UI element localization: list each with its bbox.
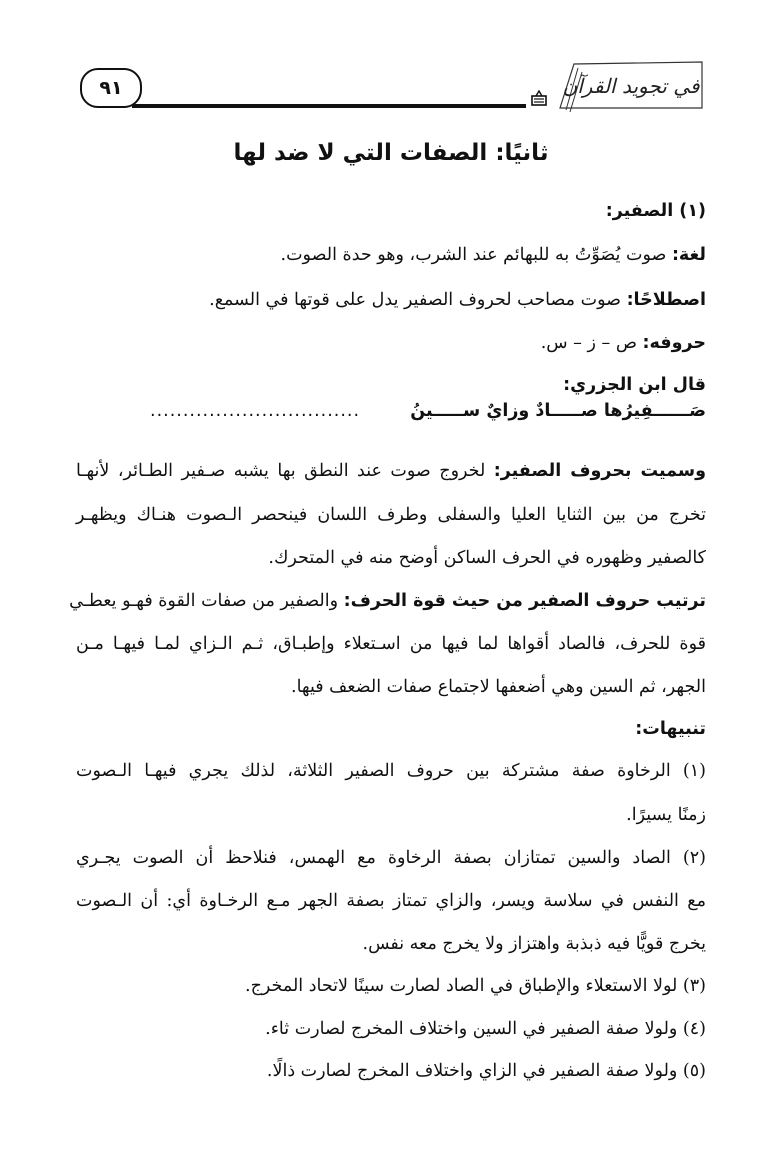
book-stand-icon	[530, 90, 548, 106]
istilah-label: اصطلاحًا:	[626, 290, 706, 310]
running-header	[80, 58, 706, 118]
p2-line-3: الجهر، ثم السين وهي أضعفها لاجتماع صفات الضعف فيها.	[291, 677, 706, 697]
huruf-text: ص – ز – س.	[540, 333, 643, 353]
note-4: (٤) ولولا صفة الصفير في السين واختلاف المخرج لصارت ثاء.	[265, 1019, 706, 1039]
note-2-line-1: (٢) الصاد والسين تمتازان بصفة الرخاوة مع الهمس، فنلاحظ أن الصوت يجـري	[76, 848, 706, 868]
page-number-badge: ٩١	[80, 68, 142, 108]
p1-label: وسميت بحروف الصفير:	[493, 461, 706, 481]
p2-text-1: والصفير من صفات القوة فهـو يعطـي	[69, 591, 344, 611]
notes-heading: تنبيهات:	[635, 719, 706, 739]
section-title: ثانيًا: الصفات التي لا ضد لها	[233, 140, 549, 166]
safir-heading: (١) الصفير:	[605, 201, 706, 221]
note-3: (٣) لولا الاستعلاء والإطباق في الصاد لصارت سينًا لاتحاد المخرج.	[245, 976, 706, 996]
lugha-line	[281, 242, 706, 268]
verse-hemistich: صَــــــفِيرُها صـــــادٌ وزايٌ ســـــينُ	[410, 401, 706, 421]
lugha-text: صوت يُصَوِّتُ به للبهائم عند الشرب، وهو حدة الصوت.	[280, 245, 672, 265]
header-rule	[132, 104, 526, 108]
p2-label: ترتيب حروف الصفير من حيث قوة الحرف:	[343, 591, 706, 611]
p1-text-1: لخروج صوت عند النطق بها يشبه صـفير الطـائر، لأنهـا	[76, 461, 494, 481]
note-1-line-2: زمنًا يسيرًا.	[626, 805, 706, 825]
note-2-line-3: يخرج قويًّا فيه ذبذبة واهتزاز ولا يخرج معه نفس.	[362, 934, 706, 954]
book-title: في تجويد القرآن	[562, 74, 700, 98]
istilah-text: صوت مصاحب لحروف الصفير يدل على قوتها في السمع.	[209, 290, 627, 310]
p2-line-1	[69, 588, 706, 614]
huruf-line	[541, 330, 706, 356]
ibn-jazari-label: قال ابن الجزري:	[563, 375, 706, 395]
p2-line-2: قوة للحرف، فالصاد أقواها لما فيها من اسـتعلاء وإطبـاق، ثـم الـزاي لمـا فيهـا مـن	[76, 634, 706, 654]
note-2-line-2: مع النفس في سلاسة ويسر، والزاي تمتاز بصفة الجهر مـع الرخـاوة أي: أن الـصوت	[76, 891, 706, 911]
huruf-label: حروفه:	[642, 333, 706, 353]
istilah-line	[209, 287, 706, 313]
note-1-line-1: (١) الرخاوة صفة مشتركة بين حروف الصفير الثلاثة، لذلك يجري فيهـا الـصوت	[76, 761, 706, 781]
verse-dots: ................................	[150, 401, 361, 421]
jazari-verse	[150, 398, 706, 424]
p1-line-1	[76, 458, 706, 484]
note-5: (٥) ولولا صفة الصفير في الزاي واختلاف المخرج لصارت ذالًا.	[266, 1061, 706, 1081]
p1-line-3: كالصفير وظهوره في الحرف الساكن أوضح منه في المتحرك.	[268, 548, 706, 568]
p1-line-2: تخرج من بين الثنايا العليا والسفلى وطرف اللسان فينحصر الـصوت هنـاك ويظهـر	[76, 505, 706, 525]
lugha-label: لغة:	[671, 245, 706, 265]
